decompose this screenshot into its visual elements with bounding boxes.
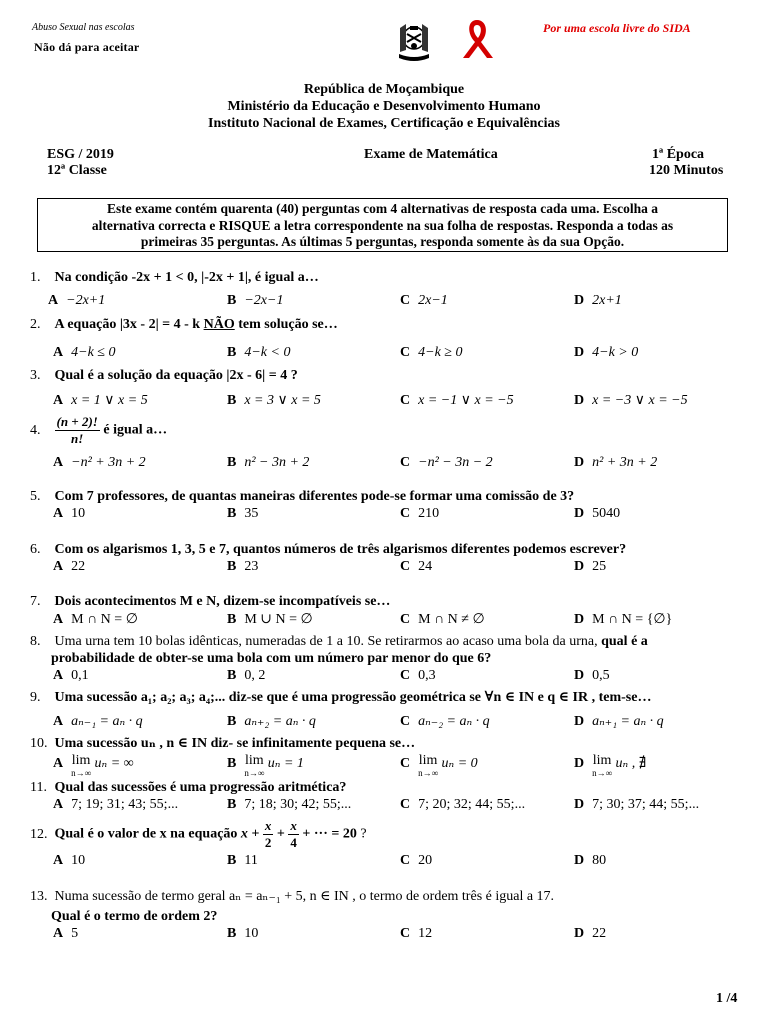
option-3d[interactable]: D x = −3 ∨ x = −5 — [574, 393, 688, 408]
question-6: 6. Com os algarismos 1, 3, 5 e 7, quantos números de três algarismos diferentes podemos escrever? — [30, 542, 627, 557]
option-12c[interactable]: C 20 — [400, 853, 433, 868]
option-2c[interactable]: C 4−k ≥ 0 — [400, 345, 463, 360]
option-5b[interactable]: B 35 — [227, 506, 259, 521]
instructions-line1: Este exame contém quarenta (40) perguntas com 4 alternativas de resposta cada uma. Escolha a — [106, 201, 659, 216]
instructions-box — [37, 198, 728, 252]
page-number: 1 /4 — [716, 991, 738, 1006]
question-9: 9. Uma sucessão a₁; a₂; a₃; a₄;... diz-se que é uma progressão geométrica se ∀n ∈ IN e q ∈ IR , tem-se… — [30, 690, 652, 705]
question-11: 11. Qual das sucessões é uma progressão aritmética? — [30, 780, 347, 795]
exam-year: ESG / 2019 — [47, 147, 114, 162]
option-11b[interactable]: B 7; 18; 30; 42; 55;... — [227, 797, 352, 812]
slogan-line1: Abuso Sexual nas escolas — [32, 22, 135, 33]
option-5d[interactable]: D 5040 — [574, 506, 621, 521]
option-11a[interactable]: A 7; 19; 31; 43; 55;... — [53, 797, 179, 812]
option-8b[interactable]: B 0, 2 — [227, 668, 266, 683]
option-13c[interactable]: C 12 — [400, 926, 433, 941]
option-2a[interactable]: A 4−k ≤ 0 — [53, 345, 116, 360]
option-4a[interactable]: A −n² + 3n + 2 — [53, 455, 146, 470]
question-1 — [30, 270, 319, 286]
header-title-republic: República de Moçambique — [303, 82, 465, 97]
option-10c[interactable]: C lim n→∞ uₙ = 0 — [400, 753, 478, 778]
option-8d[interactable]: D 0,5 — [574, 668, 610, 683]
option-11d[interactable]: D 7; 30; 37; 44; 55;... — [574, 797, 700, 812]
header-title-institute: Instituto Nacional de Exames, Certificação e Equivalências — [208, 116, 560, 131]
option-3c[interactable]: C x = −1 ∨ x = −5 — [400, 393, 514, 408]
option-1d[interactable]: D 2x+1 — [574, 293, 622, 308]
option-8c[interactable]: C 0,3 — [400, 668, 436, 683]
question-8: 8. Uma urna tem 10 bolas idênticas, numeradas de 1 a 10. Se retirarmos ao acaso uma bola da urna, qual é a — [30, 634, 648, 649]
question-2-negation: NÃO — [203, 317, 235, 332]
header-title-ministry: Ministério da Educação e Desenvolvimento Humano — [227, 99, 541, 114]
option-12b[interactable]: B 11 — [227, 853, 258, 868]
option-4c[interactable]: C −n² − 3n − 2 — [400, 455, 493, 470]
option-10a[interactable]: A lim n→∞ uₙ = ∞ — [53, 753, 134, 778]
option-1b[interactable]: B −2x−1 — [227, 293, 284, 308]
question-3: 3. Qual é a solução da equação |2x - 6| = 4 ? — [30, 368, 298, 383]
option-1c[interactable]: C 2x−1 — [400, 293, 448, 308]
question-13-line2: Qual é o termo de ordem 2? — [51, 909, 218, 924]
aids-ribbon-icon — [457, 16, 497, 60]
slogan-right: Por uma escola livre do SIDA — [543, 21, 691, 35]
option-12a[interactable]: A 10 — [53, 853, 86, 868]
option-6c[interactable]: C 24 — [400, 559, 433, 574]
equation-fraction-x-4: $\frac{x}{4}$ — [290, 818, 297, 850]
question-text: Na condição -2x + 1 < 0, |-2x + 1|, é igual a… — [54, 270, 319, 285]
option-9c[interactable]: C aₙ₋₂ = aₙ · q — [400, 714, 490, 729]
option-10d[interactable]: D lim n→∞ uₙ , ∄ — [574, 753, 647, 778]
option-8a[interactable]: A 0,1 — [53, 668, 89, 683]
question-10: 10. Uma sucessão uₙ , n ∈ IN diz- se infinitamente pequena se… — [30, 736, 416, 751]
question-5: 5. Com 7 professores, de quantas maneiras diferentes pode-se formar uma comissão de 3? — [30, 489, 575, 504]
option-9b[interactable]: B aₙ₊₂ = aₙ · q — [227, 714, 316, 729]
equation-fraction-x-2: $\frac{x}{2}$ — [264, 818, 272, 850]
exam-subject: Exame de Matemática — [364, 147, 498, 162]
instructions-line2: alternativa correcta e RISQUE a letra correspondente na sua folha de respostas. Responda a todas as — [91, 217, 674, 233]
option-2b[interactable]: B 4−k < 0 — [227, 345, 291, 360]
question-13: 13. Numa sucessão de termo geral aₙ = aₙ₋₁ + 5, n ∈ IN , o termo de ordem três é igual a 17. — [30, 889, 555, 904]
option-7d[interactable]: D M ∩ N = {∅} — [574, 612, 673, 627]
exam-grade: 12ª Classe — [47, 163, 107, 178]
question-7: 7. Dois acontecimentos M e N, dizem-se incompatíveis se… — [30, 594, 391, 609]
exam-epoch: 1ª Época — [652, 147, 705, 162]
question-12: 12. Qual é o valor de x na equação x + $\frac{x}{2}$ + $\frac{x}{4}$ + ··· = 20 ? — [30, 818, 367, 850]
factorial-fraction: $\frac{(n + 2)!}{n!}$ — [56, 414, 98, 446]
option-4d[interactable]: D n² + 3n + 2 — [574, 455, 658, 470]
option-3b[interactable]: B x = 3 ∨ x = 5 — [227, 393, 321, 408]
option-5c[interactable]: C 210 — [400, 506, 440, 521]
option-6b[interactable]: B 23 — [227, 559, 259, 574]
option-6a[interactable]: A 22 — [53, 559, 86, 574]
option-7b[interactable]: B M ∪ N = ∅ — [227, 612, 313, 627]
question-4: 4. $\frac{(n + 2)!}{n!}$ é igual a… — [30, 414, 168, 446]
option-4b[interactable]: B n² − 3n + 2 — [227, 455, 310, 470]
option-6d[interactable]: D 25 — [574, 559, 607, 574]
option-12d[interactable]: D 80 — [574, 853, 607, 868]
option-13b[interactable]: B 10 — [227, 926, 259, 941]
option-7c[interactable]: C M ∩ N ≠ ∅ — [400, 612, 485, 627]
option-3a[interactable]: A x = 1 ∨ x = 5 — [53, 393, 148, 408]
option-9d[interactable]: D aₙ₊₁ = aₙ · q — [574, 714, 664, 729]
option-13d[interactable]: D 22 — [574, 926, 607, 941]
question-number: 1. — [30, 270, 41, 285]
slogan-line2: Não dá para aceitar — [34, 40, 140, 54]
option-9a[interactable]: A aₙ₋₁ = aₙ · q — [53, 714, 143, 729]
option-11c[interactable]: C 7; 20; 32; 44; 55;... — [400, 797, 526, 812]
mozambique-emblem-icon — [394, 20, 434, 62]
option-10b[interactable]: B lim n→∞ uₙ = 1 — [227, 753, 304, 778]
option-2d[interactable]: D 4−k > 0 — [574, 345, 639, 360]
exam-duration: 120 Minutos — [649, 163, 724, 178]
option-1a[interactable]: A −2x+1 — [48, 293, 106, 308]
question-8-line2: probabilidade de obter-se uma bola com um número par menor do que 6? — [51, 651, 492, 666]
option-5a[interactable]: A 10 — [53, 506, 86, 521]
option-13a[interactable]: A 5 — [53, 926, 79, 941]
option-7a[interactable]: A M ∩ N = ∅ — [53, 612, 138, 627]
question-2: 2. A equação |3x - 2| = 4 - k NÃO tem solução se… — [30, 317, 338, 332]
instructions-line3: primeiras 35 perguntas. As últimas 5 perguntas, responda somente às da sua Opção. — [140, 234, 625, 249]
